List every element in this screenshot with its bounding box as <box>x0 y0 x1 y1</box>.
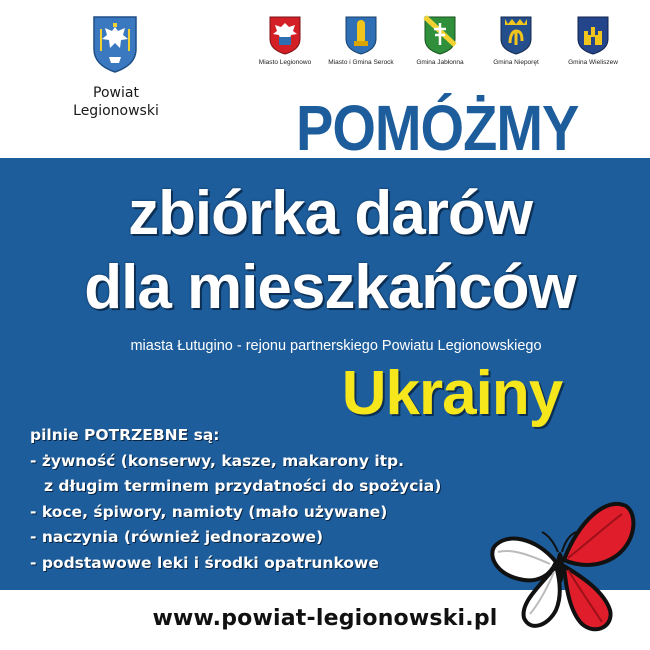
partner-label: Miasto i Gmina Serock <box>328 59 394 66</box>
needs-item: - koce, śpiwory, namioty (mało używane) <box>30 502 388 521</box>
partner-jablonna <box>400 15 480 66</box>
partner-nieporet <box>476 15 556 66</box>
partner-label: Miasto Legionowo <box>258 59 312 66</box>
needs-item: z długim terminem przydatności do spożycia) <box>44 477 442 495</box>
pomozmy-heading: POMÓŻMY <box>296 91 579 164</box>
serock-crest-icon <box>344 15 378 55</box>
powiat-line2: Legionowski <box>73 103 159 119</box>
subtitle: miasta Łutugino - rejonu partnerskiego Powiatu Legionowskiego <box>130 338 542 354</box>
partner-label: Gmina Jabłonna <box>416 59 464 66</box>
headline-line2: dla mieszkańców <box>84 253 576 322</box>
partner-legionowo <box>245 15 325 66</box>
powiat-name <box>60 84 172 120</box>
website-link[interactable]: www.powiat-legionowski.pl <box>152 606 498 631</box>
powiat-legionowski-crest-icon <box>92 15 138 73</box>
needs-item: - naczynia (również jednorazowe) <box>30 528 324 546</box>
country-heading: Ukrainy <box>341 359 563 428</box>
partner-label: Gmina Wieliszew <box>568 59 618 66</box>
legionowo-crest-icon <box>268 15 302 55</box>
powiat-line1: Powiat <box>93 85 139 101</box>
needs-item: - żywność (konserwy, kasze, makarony itp. <box>30 451 405 470</box>
partner-wieliszew <box>553 15 633 66</box>
needs-list <box>30 423 441 576</box>
partner-serock <box>321 15 401 66</box>
nieporet-crest-icon <box>499 15 533 55</box>
partner-label: Gmina Nieporęt <box>493 59 539 66</box>
wieliszew-crest-icon <box>576 15 610 55</box>
jablonna-crest-icon <box>423 15 457 55</box>
needs-title: pilnie POTRZEBNE są: <box>30 426 220 444</box>
needs-item: - podstawowe leki i środki opatrunkowe <box>30 553 379 572</box>
headline-line1: zbiórka darów <box>128 179 532 248</box>
